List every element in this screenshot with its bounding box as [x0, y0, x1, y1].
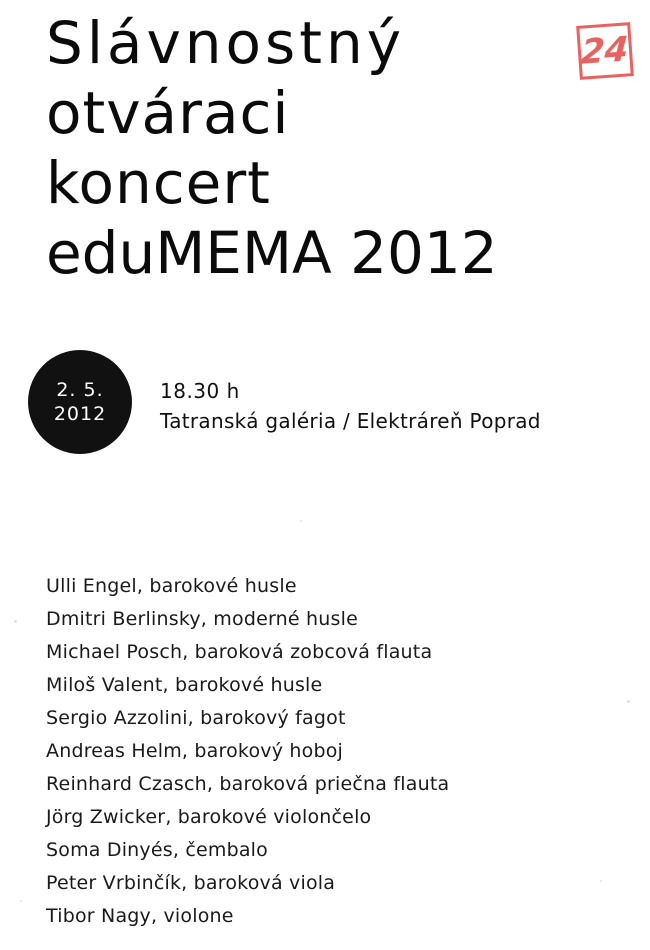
- logo-badge-24: [576, 22, 634, 80]
- title-line-2: otváraci: [46, 79, 290, 147]
- title-line-4: eduMEMA 2012: [46, 219, 498, 287]
- list-item: Soma Dinyés, čembalo: [46, 839, 268, 861]
- list-item: Reinhard Czasch, baroková priečna flauta: [46, 773, 450, 795]
- scan-speck: [14, 620, 17, 623]
- list-item: Sergio Azzolini, barokový fagot: [46, 707, 346, 729]
- logo-number: 24: [579, 29, 631, 73]
- list-item: Tibor Nagy, violone: [46, 905, 234, 927]
- date-badge: [28, 350, 132, 454]
- list-item: Ulli Engel, barokové husle: [46, 575, 297, 597]
- scan-speck: [627, 700, 630, 703]
- scan-speck: [300, 520, 302, 522]
- date-year: 2012: [53, 403, 107, 425]
- list-item: Andreas Helm, barokový hoboj: [46, 740, 344, 762]
- event-venue: Tatranská galéria / Elektráreň Poprad: [160, 409, 541, 433]
- poster-title: [46, 8, 606, 288]
- title-line-1: Slávnostný: [46, 9, 406, 77]
- list-item: Peter Vrbinčík, baroková viola: [46, 872, 336, 894]
- list-item: Jörg Zwicker, barokové violončelo: [46, 806, 372, 828]
- date-day: 2. 5.: [56, 379, 104, 401]
- scan-speck: [600, 880, 602, 882]
- performers-list: [46, 570, 626, 933]
- scan-speck: [20, 900, 22, 902]
- list-item: Miloš Valent, barokové husle: [46, 674, 323, 696]
- title-line-3: koncert: [46, 149, 271, 217]
- list-item: Michael Posch, baroková zobcová flauta: [46, 641, 433, 663]
- list-item: Dmitri Berlinsky, moderné husle: [46, 608, 358, 630]
- event-time: 18.30 h: [160, 379, 240, 403]
- event-details: [160, 376, 630, 436]
